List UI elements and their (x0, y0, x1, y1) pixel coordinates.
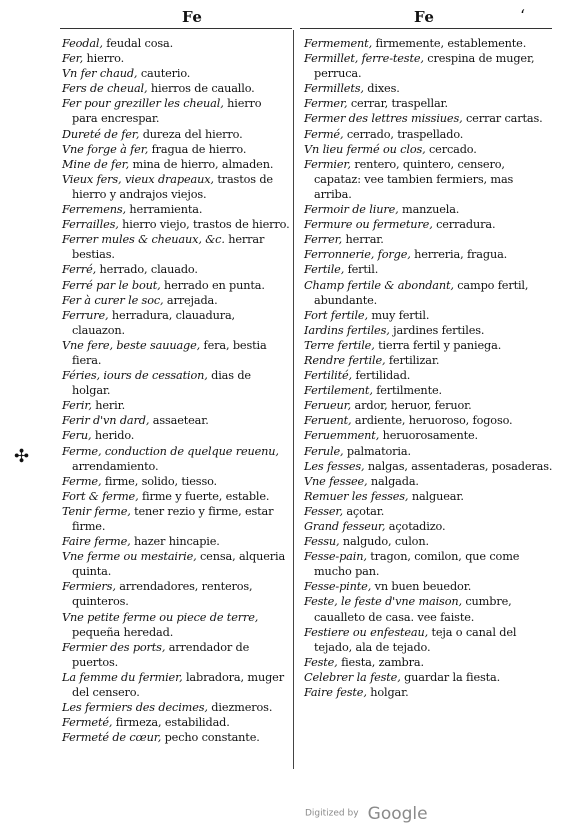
definition: hierro para encrespar. (72, 97, 262, 126)
headword: Rendre fertile, (304, 353, 386, 367)
entry (304, 444, 554, 459)
definition: guardar la fiesta. (400, 670, 501, 684)
entry (62, 640, 290, 670)
definition: holgar. (366, 686, 409, 700)
headword: Fers de cheual, (62, 82, 148, 96)
headword: Fermillets, (304, 82, 364, 96)
headword: Grand fesseur, (304, 520, 386, 533)
definition: tener rezio y firme, estar firme. (72, 504, 274, 533)
margin-ornament: ✣ (14, 446, 30, 467)
headword: Ferme, (62, 474, 102, 488)
entry (62, 262, 290, 277)
headword: Dureté de fer, (62, 127, 140, 141)
headword: Fertilement, (304, 384, 373, 398)
headword: Ferré, (62, 263, 97, 277)
headword: Feste, (304, 655, 338, 669)
entry (62, 413, 290, 428)
definition: cerrar, traspellar. (347, 97, 448, 111)
headword: Ferir, (62, 399, 92, 413)
entry (304, 459, 554, 474)
headword: Faire feste, (304, 686, 367, 700)
entry (62, 504, 290, 534)
headword: Fermoir de liure, (304, 203, 399, 217)
entry (304, 655, 554, 670)
definition: teja o canal del tejado, ala de tejado. (314, 625, 517, 654)
definition: fertilmente. (372, 384, 442, 398)
entry (304, 278, 554, 308)
entry (62, 444, 290, 474)
headword: Fertile, (304, 263, 345, 277)
definition: fertilizar. (385, 353, 440, 367)
headword: Fermé, (304, 127, 344, 141)
definition: fera, bestia fiera. (72, 338, 267, 367)
entry (304, 474, 554, 489)
headword: Feste, le feste d'vne maison, (304, 595, 462, 609)
definition: cumbre, caualleto de casa. vee faiste. (314, 595, 512, 624)
entry (62, 700, 290, 715)
headword: Faire ferme, (62, 535, 131, 549)
headword: Remuer les fesses, (304, 489, 409, 503)
definition: manzuela. (398, 203, 460, 217)
entry (62, 172, 290, 202)
headword: Vne ferme ou mestairie, (62, 550, 197, 564)
definition: heruorosamente. (379, 429, 478, 443)
definition: arrendador de puertos. (72, 640, 250, 669)
headword: Fer, (62, 52, 84, 66)
definition: muy fertil. (367, 308, 430, 322)
entry (62, 66, 290, 81)
entry (304, 670, 554, 685)
entry (62, 278, 290, 293)
entry (62, 142, 290, 157)
headword: Fermeté de cœur, (62, 731, 162, 745)
entry (304, 111, 554, 126)
definition: nalgas, assentaderas, posaderas. (364, 459, 553, 473)
entry (62, 579, 290, 609)
entry (62, 338, 290, 368)
headword: Fesser, (304, 504, 343, 518)
headword: Fertilité, (304, 369, 353, 383)
entry (304, 579, 554, 594)
headword: Ferrer, (304, 233, 343, 247)
entry (304, 413, 554, 428)
headword: Fermer, (304, 97, 348, 111)
definition: herramienta. (125, 203, 203, 217)
definition: dias de holgar. (72, 369, 251, 398)
definition: hierros de cauallo. (147, 82, 255, 96)
entry (62, 217, 290, 232)
corner-mark: ‘ (520, 6, 526, 25)
headword: Fort fertile, (304, 308, 368, 322)
definition: ardor, heruor, feruor. (351, 399, 472, 413)
headword: Fermier, (304, 157, 351, 171)
definition: feudal cosa. (102, 37, 174, 50)
headword: Fessu, (304, 535, 340, 549)
headword: Ferrer mules & cheuaux, &c. (62, 233, 225, 247)
definition: fertil. (344, 263, 379, 277)
definition: herradura, clauadura, clauazon. (72, 308, 236, 337)
definition: vn buen beuedor. (371, 580, 472, 594)
definition: nalgudo, culon. (339, 535, 429, 549)
definition: pecho constante. (161, 731, 260, 745)
entry (304, 549, 554, 579)
headword: Feru, (62, 429, 92, 443)
entry (62, 534, 290, 549)
entry (304, 262, 554, 277)
headword: Ferré par le bout, (62, 278, 161, 292)
running-head-right: Fe (414, 8, 435, 26)
entry (304, 383, 554, 398)
definition: cauterio. (137, 67, 191, 81)
digitized-by-footer (305, 803, 428, 824)
definition: trastos de hierro y andrajos viejos. (72, 172, 273, 201)
headword: Ferueur, (304, 399, 352, 413)
definition: dureza del hierro. (139, 127, 243, 141)
headword: Vne fere, beste sauuage, (62, 338, 201, 352)
entry (304, 36, 554, 51)
headword: Fermillet, ferre-teste, (304, 52, 424, 66)
definition: cerrar cartas. (462, 112, 543, 126)
definition: palmatoria. (343, 444, 411, 458)
headword: Ferme, conduction de quelque reuenu, (62, 444, 279, 458)
definition: crespina de muger, perruca. (314, 52, 535, 81)
entry (304, 368, 554, 383)
definition: firme y fuerte, estable. (138, 489, 270, 503)
headword: Fesse-pain, (304, 550, 367, 564)
definition: firmeza, estabilidad. (112, 716, 230, 730)
headword: Feruent, (304, 414, 352, 428)
definition: hierro. (83, 52, 125, 66)
entry (62, 489, 290, 504)
definition: arrejada. (163, 293, 218, 307)
entry (62, 293, 290, 308)
definition: campo fertil, abundante. (314, 278, 529, 307)
entry (62, 96, 290, 126)
definition: herrado, clauado. (96, 263, 198, 277)
entry (62, 549, 290, 579)
headword: Champ fertile & abondant, (304, 278, 454, 292)
entry (62, 398, 290, 413)
headword: Tenir ferme, (62, 504, 131, 518)
definition: tragon, comilon, que come mucho pan. (314, 550, 520, 579)
entry (304, 625, 554, 655)
headword: Mine de fer, (62, 157, 130, 171)
entry (62, 36, 290, 51)
definition: censa, alqueria quinta. (72, 550, 286, 579)
entry (62, 428, 290, 443)
headword: Fermer des lettres missiues, (304, 112, 463, 126)
entry (62, 368, 290, 398)
definition: arrendadores, renteros, quinteros. (72, 580, 253, 609)
definition: cercado. (425, 142, 477, 156)
headword: Ferir d'vn dard, (62, 414, 150, 428)
entry (62, 474, 290, 489)
entry (304, 51, 554, 81)
entry (62, 232, 290, 262)
headword: Vne fessee, (304, 474, 368, 488)
headword: Feodal, (62, 37, 103, 50)
headword: Fort & ferme, (62, 489, 139, 503)
definition: hierro viejo, trastos de hierro. (118, 218, 290, 232)
definition: açotar. (342, 504, 385, 518)
entry (304, 504, 554, 519)
entry (62, 51, 290, 66)
entry (62, 308, 290, 338)
definition: diezmeros. (207, 701, 273, 715)
definition: herrar bestias. (72, 233, 265, 262)
entry (304, 81, 554, 96)
definition: arrendamiento. (72, 459, 159, 473)
headword: Féries, iours de cessation, (62, 369, 208, 383)
definition: firme, solido, tiesso. (101, 474, 217, 488)
headword: Ferrure, (62, 308, 109, 322)
entry (62, 157, 290, 172)
headword: La femme du fermier, (62, 670, 183, 684)
definition: jardines fertiles. (389, 323, 485, 337)
entry (304, 338, 554, 353)
headword: Fermiers, (62, 580, 116, 594)
digitized-by-text: Digitized by (305, 808, 359, 819)
entry (304, 308, 554, 323)
header-rule-left (60, 28, 292, 29)
entry (62, 127, 290, 142)
column-divider (293, 30, 294, 769)
entry (62, 730, 290, 745)
headword: Vne forge à fer, (62, 142, 149, 156)
entry (304, 534, 554, 549)
definition: tierra fertil y paniega. (374, 338, 502, 352)
definition: pequeña heredad. (72, 625, 174, 639)
definition: herrar. (342, 233, 384, 247)
definition: mina de hierro, almaden. (129, 157, 274, 171)
definition: fertilidad. (352, 369, 411, 383)
entry (62, 670, 290, 700)
entry (304, 398, 554, 413)
headword: Ferremens, (62, 203, 126, 217)
definition: herido. (91, 429, 135, 443)
entry (62, 81, 290, 96)
headword: Fermier des ports, (62, 640, 166, 654)
entry (304, 519, 554, 534)
definition: cerrado, traspellado. (343, 127, 464, 141)
definition: rentero, quintero, censero, capataz: vee tambien fermiers, mas arriba. (314, 157, 514, 201)
headword: Vn lieu fermé ou clos, (304, 142, 426, 156)
entry (304, 96, 554, 111)
entry (62, 715, 290, 730)
entry (304, 217, 554, 232)
entry (304, 202, 554, 217)
entry (62, 610, 290, 640)
definition: nalguear. (408, 489, 464, 503)
definition: herir. (91, 399, 126, 413)
definition: dixes. (363, 82, 400, 96)
headword: Vn fer chaud, (62, 67, 138, 81)
headword: Les fesses, (304, 459, 365, 473)
headword: Terre fertile, (304, 338, 375, 352)
definition: açotadizo. (385, 520, 446, 533)
definition: labradora, muger del censero. (72, 670, 284, 700)
definition: assaetear. (149, 414, 209, 428)
header-rule-right (300, 28, 552, 29)
entry (304, 127, 554, 142)
definition: nalgada. (367, 474, 419, 488)
entry (304, 353, 554, 368)
entry (304, 323, 554, 338)
definition: herreria, fragua. (410, 248, 508, 262)
entry (304, 489, 554, 504)
headword: Fermeté, (62, 716, 113, 730)
entry (304, 685, 554, 700)
headword: Fesse-pinte, (304, 580, 372, 594)
headword: Feruemment, (304, 429, 380, 443)
definition: fiesta, zambra. (337, 655, 424, 669)
headword: Ferule, (304, 444, 344, 458)
headword: Fer pour greziller les cheual, (62, 97, 224, 111)
definition: cerradura. (432, 218, 496, 232)
entry (304, 157, 554, 202)
definition: fragua de hierro. (148, 142, 247, 156)
headword: Celebrer la feste, (304, 670, 401, 684)
definition: firmemente, establemente. (372, 37, 527, 50)
entry (304, 142, 554, 157)
definition: ardiente, heruoroso, fogoso. (351, 414, 513, 428)
headword: Fermement, (304, 37, 373, 50)
google-logo: Google (367, 803, 428, 824)
definition: herrado en punta. (160, 278, 265, 292)
headword: Iardins fertiles, (304, 323, 390, 337)
headword: Vieux fers, vieux drapeaux, (62, 172, 214, 186)
left-column (62, 36, 290, 745)
entry (304, 594, 554, 624)
headword: Vne petite ferme ou piece de terre, (62, 610, 259, 624)
headword: Ferrailles, (62, 218, 119, 232)
entry (304, 232, 554, 247)
headword: Les fermiers des decimes, (62, 701, 208, 715)
headword: Fer à curer le soc, (62, 293, 164, 307)
entry (62, 202, 290, 217)
right-column (304, 36, 554, 700)
running-head-left: Fe (182, 8, 203, 26)
entry (304, 428, 554, 443)
headword: Ferronnerie, forge, (304, 248, 411, 262)
headword: Fermure ou fermeture, (304, 218, 433, 232)
entry (304, 247, 554, 262)
definition: hazer hincapie. (130, 535, 220, 549)
headword: Festiere ou enfesteau, (304, 625, 429, 639)
